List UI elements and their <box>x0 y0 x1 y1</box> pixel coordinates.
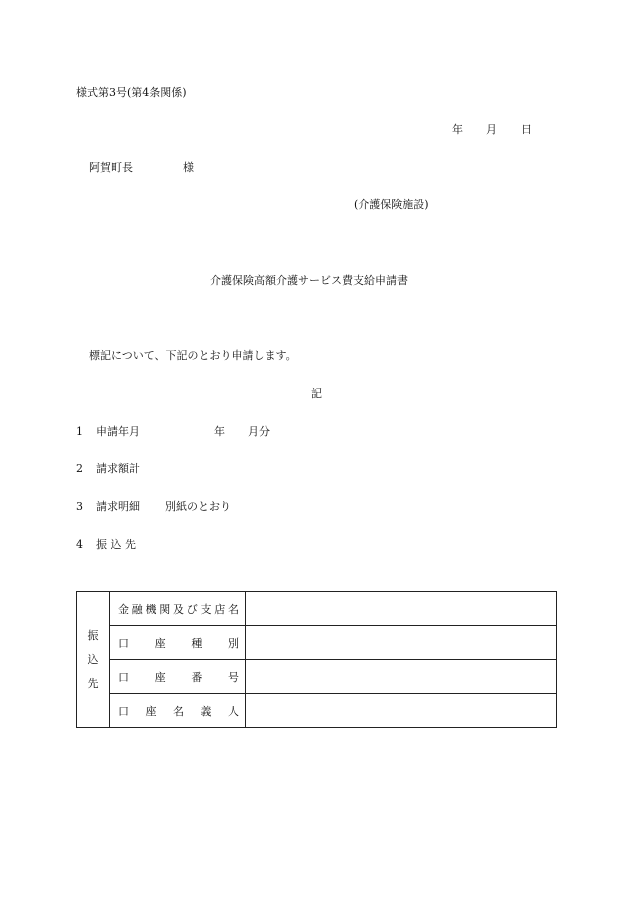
label-char: 金 <box>118 602 129 616</box>
row-label-account-holder <box>110 694 246 728</box>
side-label-char: 振 <box>87 628 99 642</box>
label-char: 座 <box>154 636 166 650</box>
label-char: 口 <box>118 636 129 650</box>
label-char: び <box>186 602 198 616</box>
label-char: 名 <box>173 704 184 718</box>
label-char: 融 <box>131 602 143 616</box>
row-label-account-number <box>110 660 246 694</box>
label-char: 種 <box>191 636 203 650</box>
item-1-label: 申請年月 <box>96 425 140 438</box>
item-4-number: 4 <box>76 538 83 551</box>
side-label-cell <box>77 592 110 728</box>
label-char: 義 <box>200 704 212 718</box>
side-label-char: 込 <box>87 652 99 666</box>
value-bank-branch[interactable] <box>246 592 557 626</box>
intro-text: 標記について、下記のとおり申請します。 <box>89 349 297 362</box>
value-account-number[interactable] <box>246 660 557 694</box>
label-char: 口 <box>118 704 129 718</box>
form-number: 様式第3号(第4条関係) <box>76 86 187 99</box>
item-1-month: 月分 <box>248 425 270 438</box>
bank-account-table <box>76 591 557 728</box>
item-3-number: 3 <box>76 500 83 513</box>
label-char: 支 <box>200 602 212 616</box>
label-char: 口 <box>118 670 129 684</box>
date-year: 年 <box>452 123 463 136</box>
item-2-number: 2 <box>76 462 83 475</box>
label-char: 号 <box>227 670 239 684</box>
table-row <box>77 660 557 694</box>
value-account-type[interactable] <box>246 626 557 660</box>
date-month: 月 <box>486 123 497 136</box>
applicant-label: (介護保険施設) <box>354 198 429 211</box>
addressee: 阿賀町長 <box>89 161 133 174</box>
label-char: 店 <box>214 602 226 616</box>
row-label-account-type <box>110 626 246 660</box>
row-label-bank-branch <box>110 592 246 626</box>
label-char: 座 <box>154 670 166 684</box>
label-char: 及 <box>173 602 184 616</box>
label-char: 座 <box>145 704 157 718</box>
table-row <box>77 694 557 728</box>
label-char: 関 <box>159 602 171 616</box>
side-label-char: 先 <box>87 676 99 690</box>
label-char: 機 <box>145 602 157 616</box>
label-char: 別 <box>227 636 239 650</box>
table-row <box>77 592 557 626</box>
item-3-value: 別紙のとおり <box>165 500 231 513</box>
item-1-year: 年 <box>214 425 225 438</box>
value-account-holder[interactable] <box>246 694 557 728</box>
label-char: 番 <box>191 670 203 684</box>
honorific: 様 <box>183 161 194 174</box>
item-4-label: 振 込 先 <box>96 538 136 551</box>
document-title: 介護保険高額介護サービス費支給申請書 <box>210 274 408 287</box>
item-1-number: 1 <box>76 425 83 438</box>
date-day: 日 <box>521 123 532 136</box>
ki-marker: 記 <box>311 387 322 400</box>
label-char: 人 <box>228 704 239 718</box>
item-3-label: 請求明細 <box>96 500 140 513</box>
table-row <box>77 626 557 660</box>
item-2-label: 請求額計 <box>96 462 140 475</box>
label-char: 名 <box>228 602 239 616</box>
